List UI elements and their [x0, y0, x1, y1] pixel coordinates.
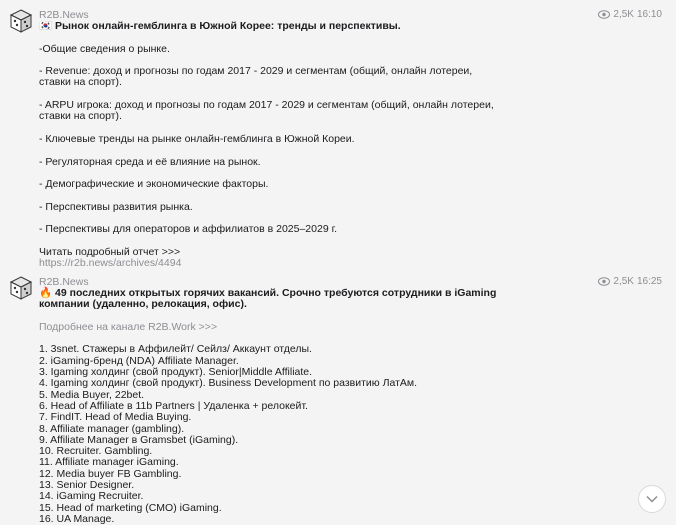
post-title-text: Рынок онлайн-гемблинга в Южной Корее: тренды и перспективы. — [55, 20, 401, 32]
cube-logo-icon — [8, 8, 34, 34]
list-item: 3. Igaming холдинг (свой продукт). Senior|Middle Affiliate. — [39, 366, 313, 379]
list-item: 12. Media buyer FB Gambling. — [39, 467, 182, 480]
eye-icon — [598, 10, 610, 19]
post-body — [39, 288, 499, 525]
list-item: 5. Media Buyer, 22bet. — [39, 388, 145, 401]
list-item: 14. iGaming Recruiter. — [39, 490, 144, 503]
post-time: 16:10 — [636, 9, 662, 20]
post-meta — [598, 9, 662, 20]
eye-icon — [598, 277, 610, 286]
list-item: 4. Igaming холдинг (свой продукт). Business Development по развитию ЛатАм. — [39, 377, 418, 390]
scroll-down-button[interactable] — [638, 485, 666, 513]
paragraph: - ARPU игрока: доход и прогнозы по годам 2017 - 2029 и сегментам (общий, онлайн лотереи, ставки на спорт). — [39, 99, 494, 123]
channel-avatar[interactable] — [8, 275, 34, 301]
list-item: 15. Head of marketing (CMO) iGaming. — [39, 501, 222, 514]
post-title-text: 49 последних открытых горячих вакансий. Срочно требуются сотрудники в iGaming компании (удаленно, релокация, офис). — [39, 287, 497, 311]
list-item: 13. Senior Designer. — [39, 479, 135, 492]
paragraph: - Перспективы для операторов и аффилиатов в 2025–2029 г. — [39, 223, 338, 236]
paragraph: -Общие сведения о рынке. — [39, 42, 170, 55]
channel-name[interactable]: R2B.News — [39, 276, 89, 288]
list-item: 1. 3snet. Стажеры в Аффилейт/ Сейлз/ Аккаунт отделы. — [39, 343, 312, 356]
flag-icon: 🇰🇷 — [39, 20, 53, 32]
post-meta — [598, 276, 662, 287]
list-item: 2. iGaming-бренд (NDA) Affiliate Manager. — [39, 354, 239, 367]
list-item: 9. Affiliate Manager в Gramsbet (iGaming). — [39, 433, 239, 446]
paragraph: - Revenue: доход и прогнозы по годам 2017 - 2029 и сегментам (общий, онлайн лотереи, ставки на спорт). — [39, 65, 473, 89]
channel-avatar[interactable] — [8, 8, 34, 34]
chevron-down-icon — [646, 495, 658, 503]
report-link[interactable]: https://r2b.news/archives/4494 — [39, 257, 182, 270]
channel-name[interactable]: R2B.News — [39, 9, 89, 21]
list-item: 16. UA Manage. — [39, 512, 115, 525]
paragraph: - Регуляторная среда и её влияние на рынок. — [39, 155, 261, 168]
list-item: 10. Recruiter. Gambling. — [39, 445, 153, 458]
read-more-text: Читать подробный отчет >>> — [39, 245, 181, 258]
view-count: 2,5K — [613, 9, 634, 20]
list-item: 8. Affiliate manager (gambling). — [39, 422, 185, 435]
paragraph: - Ключевые тренды на рынке онлайн-гемблинга в Южной Кореи. — [39, 132, 355, 145]
paragraph: - Демографические и экономические факторы. — [39, 178, 269, 191]
vacancy-list — [39, 344, 499, 525]
list-item: 6. Head of Affiliate в 11b Partners | Удаленка + релокейт. — [39, 399, 308, 412]
list-item: 7. FindIT. Head of Media Buying. — [39, 411, 192, 424]
post-body — [39, 21, 499, 270]
post-title — [39, 288, 499, 311]
list-item: 11. Affiliate manager iGaming. — [39, 456, 179, 469]
view-count: 2,5K — [613, 276, 634, 287]
cube-logo-icon — [8, 275, 34, 301]
post-time: 16:25 — [636, 276, 662, 287]
channel-link[interactable]: Подробнее на канале R2B.Work >>> — [39, 320, 218, 333]
fire-icon: 🔥 — [39, 287, 53, 299]
paragraph: - Перспективы развития рынка. — [39, 200, 193, 213]
post-title — [39, 21, 499, 32]
